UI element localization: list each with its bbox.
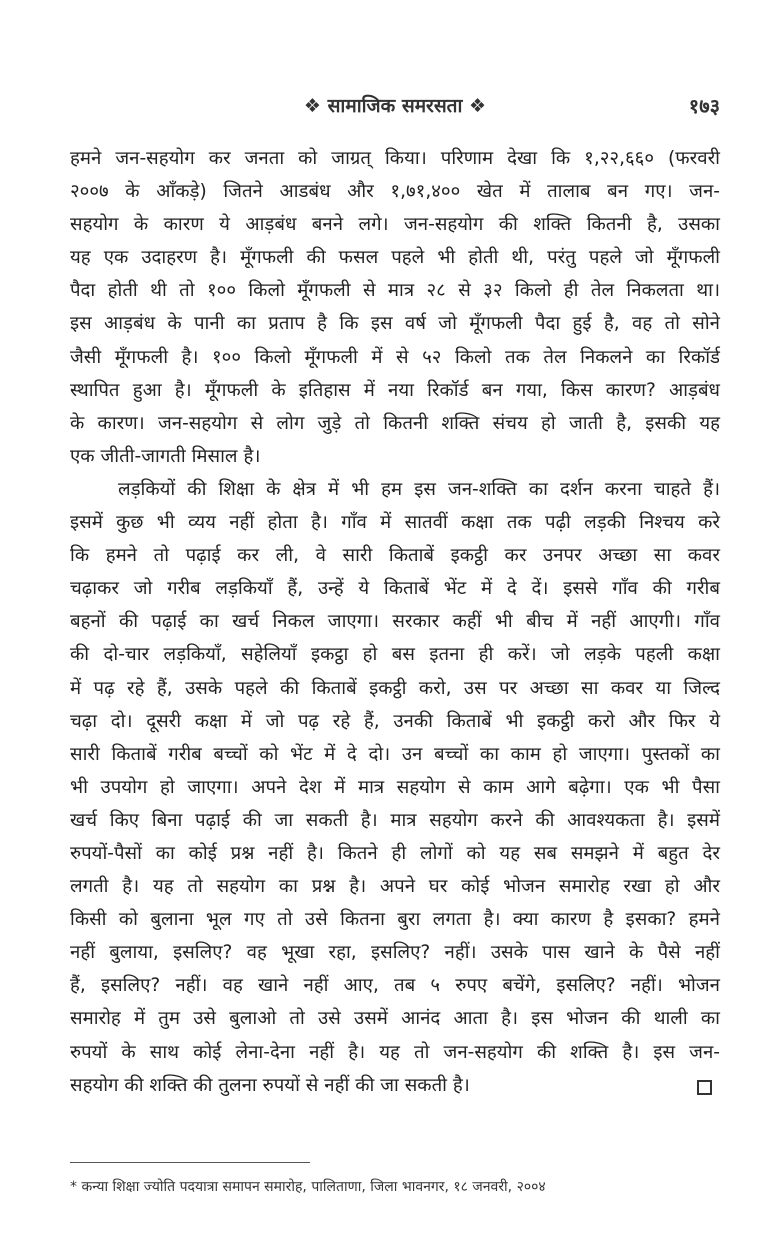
text-line: नहीं बुलाया, इसलिए? वह भूखा रहा, इसलिए? नहीं। उसके पास खाने के पैसे नहीं <box>70 942 720 964</box>
text-line: रुपयों-पैसों का कोई प्रश्न नहीं है। कितने ही लोगों को यह सब समझने में बहुत देर <box>70 842 720 864</box>
text-line: यह एक उदाहरण है। मूँगफली की फसल पहले भी होती थी, परंतु पहले जो मूँगफली <box>70 247 720 269</box>
text-line: स्थापित हुआ है। मूँगफली के इतिहास में नया रिकॉर्ड बन गया, किस कारण? आड़बंध <box>70 379 720 401</box>
text-line: खर्च किए बिना पढ़ाई की जा सकती है। मात्र सहयोग करने की आवश्यकता है। इसमें <box>70 809 720 831</box>
text-line: लड़कियों की शिक्षा के क्षेत्र में भी हम इस जन-शक्ति का दर्शन करना चाहते हैं। <box>118 478 720 500</box>
text-line: में पढ़ रहे हैं, उसके पहले की किताबें इकट्ठी करो, उस पर अच्छा सा कवर या जिल्द <box>70 677 720 699</box>
text-line: किसी को बुलाना भूल गए तो उसे कितना बुरा लगता है। क्या कारण है इसका? हमने <box>70 909 720 931</box>
text-line: रुपयों के साथ कोई लेना-देना नहीं है। यह तो जन-सहयोग की शक्ति है। इस जन- <box>70 1041 720 1063</box>
footnote-divider <box>70 1162 310 1163</box>
text-line: सहयोग के कारण ये आड़बंध बनने लगे। जन-सहयोग की शक्ति कितनी है, उसका <box>70 214 720 236</box>
chapter-title: ❖ सामाजिक समरसता ❖ <box>303 95 487 117</box>
text-line: की दो-चार लड़कियाँ, सहेलियाँ इकट्ठा हो बस इतना ही करें। जो लड़के पहली कक्षा <box>70 644 720 666</box>
text-line: २००७ के आँकड़े) जितने आडबंध और १,७१,४०० खेत में तालाब बन गए। जन- <box>70 181 720 203</box>
running-header <box>70 92 720 122</box>
text-line: लगती है। यह तो सहयोग का प्रश्न है। अपने घर कोई भोजन समारोह रखा हो और <box>70 876 720 898</box>
text-line: इस आड़बंध के पानी का प्रताप है कि इस वर्ष जो मूँगफली पैदा हुई है, वह तो सोने <box>70 313 720 335</box>
text-line: समारोह में तुम उसे बुलाओ तो उसे उसमें आनंद आता है। इस भोजन की थाली का <box>70 1008 720 1030</box>
text-line: हमने जन-सहयोग कर जनता को जाग्रत् किया। परिणाम देखा कि १,२२,६६० (फरवरी <box>70 148 720 169</box>
page-number: १७३ <box>688 94 720 118</box>
text-line: भी उपयोग हो जाएगा। अपने देश में मात्र सहयोग से काम आगे बढ़ेगा। एक भी पैसा <box>70 776 720 798</box>
text-line: हैं, इसलिए? नहीं। वह खाने नहीं आए, तब ५ रुपए बचेंगे, इसलिए? नहीं। भोजन <box>70 975 720 997</box>
text-line: पैदा होती थी तो १०० किलो मूँगफली से मात्र २८ से ३२ किलो ही तेल निकलता था। <box>70 280 720 302</box>
paragraph <box>70 142 720 473</box>
text-line: सारी किताबें गरीब बच्चों को भेंट में दे दो। उन बच्चों का काम हो जाएगा। पुस्तकों का <box>70 743 720 765</box>
text-line: इसमें कुछ भी व्यय नहीं होता है। गाँव में सातवीं कक्षा तक पढ़ी लड़की निश्चय करे <box>70 512 720 534</box>
text-line: चढ़ाकर जो गरीब लड़कियाँ हैं, उन्हें ये किताबें भेंट में दे दें। इससे गाँव की गरीब <box>70 578 720 600</box>
text-line: चढ़ा दो। दूसरी कक्षा में जो पढ़ रहे हैं, उनकी किताबें भी इकट्ठी करो और फिर ये <box>70 710 720 732</box>
text-line: जैसी मूँगफली है। १०० किलो मूँगफली में से ५२ किलो तक तेल निकलने का रिकॉर्ड <box>70 346 720 368</box>
footnote: * कन्या शिक्षा ज्योति पदयात्रा समापन समारोह, पालिताणा, जिला भावनगर, १८ जनवरी, २००४ <box>70 1179 546 1195</box>
end-of-section-square-icon <box>697 1080 712 1095</box>
body-text <box>70 142 720 1102</box>
text-line: कि हमने तो पढ़ाई कर ली, वे सारी किताबें इकट्ठी कर उनपर अच्छा सा कवर <box>70 545 720 567</box>
text-line: सहयोग की शक्ति की तुलना रुपयों से नहीं की जा सकती है। <box>70 1074 470 1096</box>
text-line: एक जीती-जागती मिसाल है। <box>70 445 261 467</box>
text-line: के कारण। जन-सहयोग से लोग जुड़े तो कितनी शक्ति संचय हो जाती है, इसकी यह <box>70 412 720 434</box>
paragraph <box>70 473 720 1102</box>
text-line: बहनों की पढ़ाई का खर्च निकल जाएगा। सरकार कहीं भी बीच में नहीं आएगी। गाँव <box>70 611 720 633</box>
